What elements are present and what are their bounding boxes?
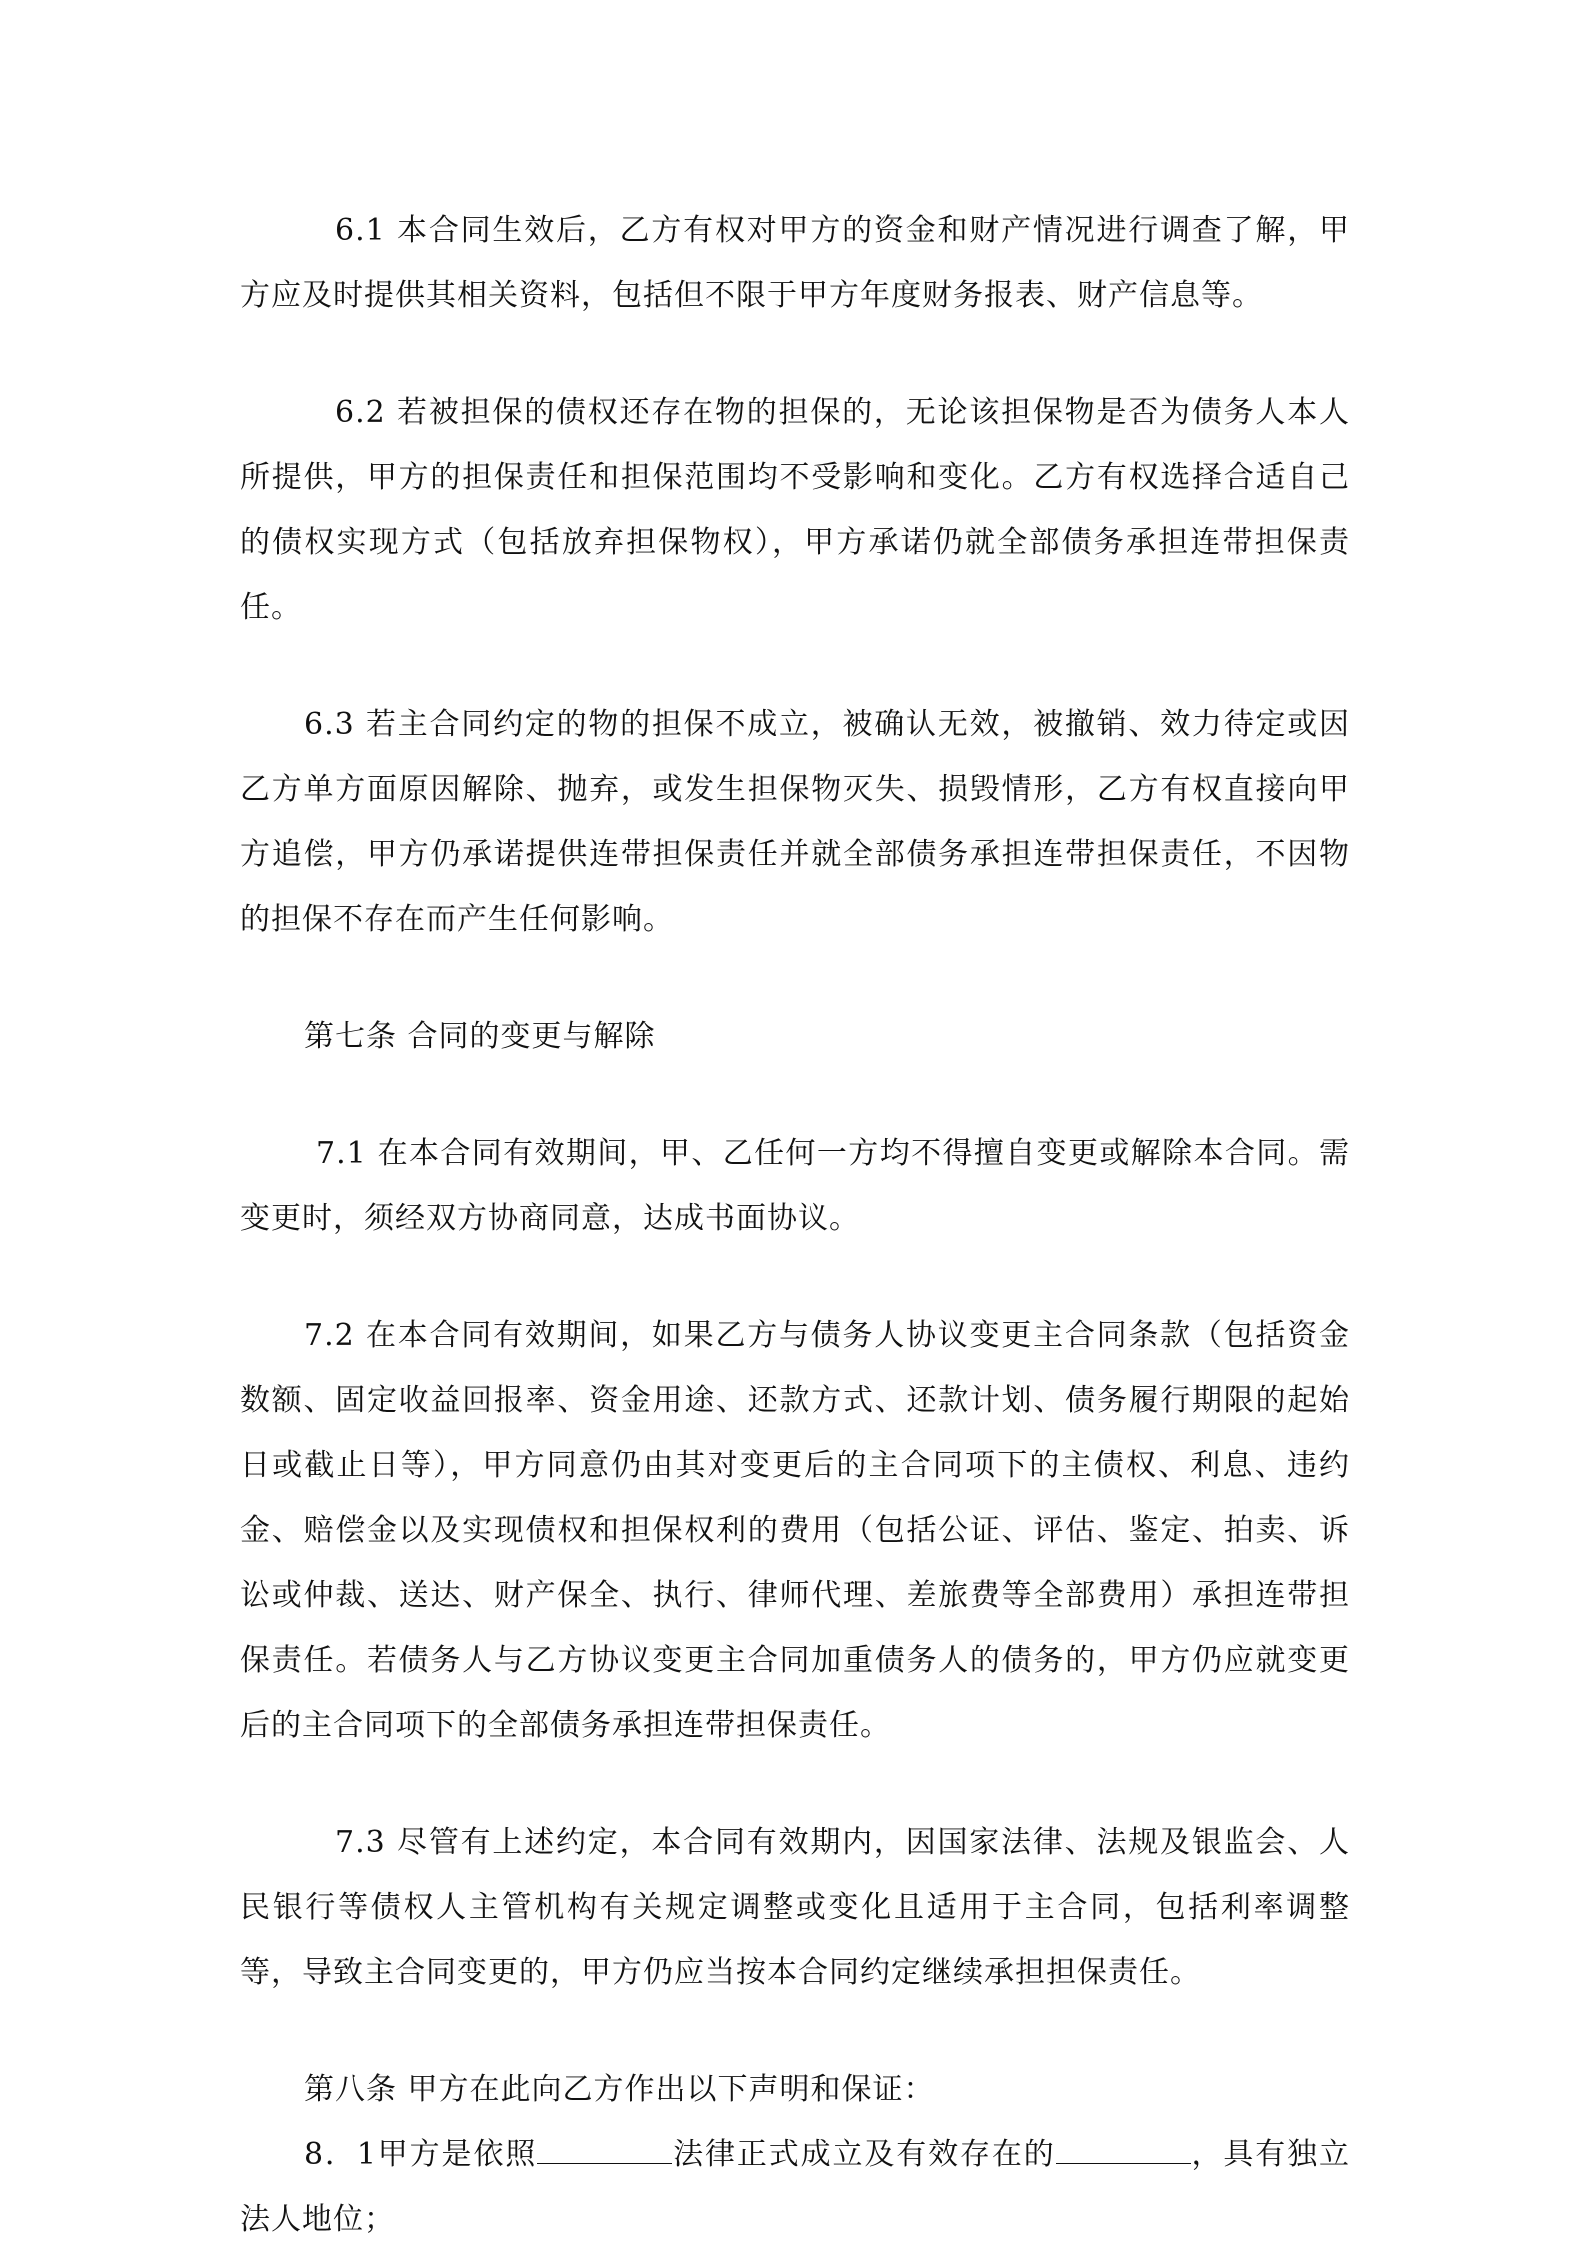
fill-in-blank-entity-type[interactable] [1056, 2137, 1191, 2164]
clause-8-1 [240, 2122, 1350, 2252]
clause-7-3: 7.3 尽管有上述约定，本合同有效期内，因国家法律、法规及银监会、人民银行等债权人主管机构有关规定调整或变化且适用于主合同，包括利率调整等，导致主合同变更的，甲方仍应当按本合同约定继续承担担保责任。 [240, 1825, 1350, 1990]
article-8-heading: 第八条 甲方在此向乙方作出以下声明和保证： [304, 2072, 935, 2107]
clause-6-1: 6.1 本合同生效后，乙方有权对甲方的资金和财产情况进行调查了解，甲方应及时提供其相关资料，包括但不限于甲方年度财务报表、财产信息等。 [240, 213, 1350, 313]
fill-in-blank-jurisdiction[interactable] [537, 2137, 672, 2164]
clause-6-2: 6.2 若被担保的债权还存在物的担保的，无论该担保物是否为债务人本人所提供，甲方的担保责任和担保范围均不受影响和变化。乙方有权选择合适自己的债权实现方式（包括放弃担保物权），甲方承诺仍就全部债务承担连带担保责任。 [240, 395, 1350, 625]
article-7-heading: 第七条 合同的变更与解除 [304, 1019, 656, 1054]
clause-7-1: 7.1 在本合同有效期间，甲、乙任何一方均不得擅自变更或解除本合同。需变更时，须经双方协商同意，达成书面协议。 [240, 1136, 1350, 1236]
clause-8-1-part-c: ，具有独立法人地位； [240, 2137, 1350, 2237]
clause-8-1-part-a: 8．1甲方是依照 [304, 2137, 538, 2172]
clause-8-1-part-b: 法律正式成立及有效存在的 [672, 2137, 1056, 2172]
document-page [240, 198, 1350, 2252]
clause-6-3: 6.3 若主合同约定的物的担保不成立，被确认无效，被撤销、效力待定或因乙方单方面原因解除、抛弃，或发生担保物灭失、损毁情形，乙方有权直接向甲方追偿，甲方仍承诺提供连带担保责任并就全部债务承担连带担保责任，不因物的担保不存在而产生任何影响。 [240, 707, 1350, 937]
clause-7-2: 7.2 在本合同有效期间，如果乙方与债务人协议变更主合同条款（包括资金数额、固定收益回报率、资金用途、还款方式、还款计划、债务履行期限的起始日或截止日等），甲方同意仍由其对变更后的主合同项下的主债权、利息、违约金、赔偿金以及实现债权和担保权利的费用（包括公证、评估、鉴定、拍卖、诉讼或仲裁、送达、财产保全、执行、律师代理、差旅费等全部费用）承担连带担保责任。若债务人与乙方协议变更主合同加重债务人的债务的，甲方仍应就变更后的主合同项下的全部债务承担连带担保责任。 [240, 1318, 1350, 1743]
